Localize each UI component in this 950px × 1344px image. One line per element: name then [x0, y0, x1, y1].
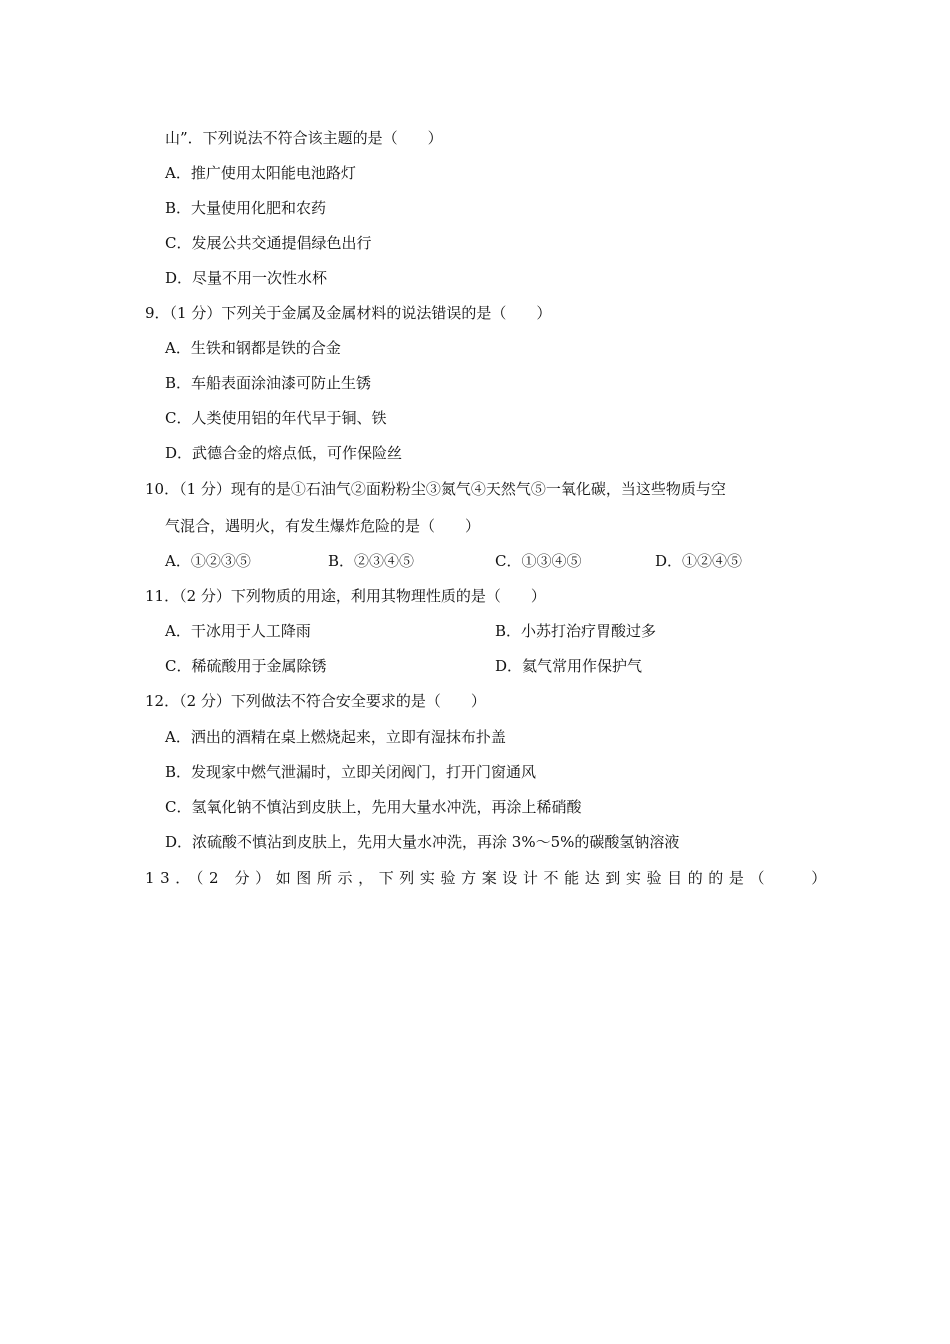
q12-option-d: D．浓硫酸不慎沾到皮肤上，先用大量水冲洗，再涂 3%～5%的碳酸氢钠溶液	[165, 833, 680, 851]
q10-option-b: B．②③④⑤	[328, 552, 415, 570]
q12-option-a: A．洒出的酒精在桌上燃烧起来，立即有湿抹布扑盖	[165, 728, 506, 746]
q12-option-b: B．发现家中燃气泄漏时，立即关闭阀门，打开门窗通风	[165, 763, 537, 781]
q9-option-a: A．生铁和钢都是铁的合金	[165, 339, 341, 357]
q8-stem-end: 山”．下列说法不符合该主题的是（ ）	[165, 129, 443, 147]
q8-option-c: C．发展公共交通提倡绿色出行	[165, 234, 372, 252]
q8-option-a: A．推广使用太阳能电池路灯	[165, 164, 356, 182]
q9-option-c: C．人类使用铝的年代早于铜、铁	[165, 409, 387, 427]
q10-stem-line1: 10．（1 分）现有的是①石油气②面粉粉尘③氮气④天然气⑤一氧化碳，当这些物质与空	[145, 480, 726, 498]
q11-option-c: C．稀硫酸用于金属除锈	[165, 657, 327, 675]
q10-option-d: D．①②④⑤	[655, 552, 743, 570]
q11-stem: 11．（2 分）下列物质的用途，利用其物理性质的是（ ）	[145, 587, 546, 605]
q10-option-a: A．①②③⑤	[165, 552, 251, 570]
q13-stem: 13．（2 分）如图所示，下列实验方案设计不能达到实验目的的是（ ）	[145, 869, 832, 887]
q9-stem: 9．（1 分）下列关于金属及金属材料的说法错误的是（ ）	[145, 304, 552, 322]
q11-option-b: B．小苏打治疗胃酸过多	[495, 622, 657, 640]
q9-option-b: B．车船表面涂油漆可防止生锈	[165, 374, 372, 392]
q10-option-c: C．①③④⑤	[495, 552, 582, 570]
q8-option-d: D．尽量不用一次性水杯	[165, 269, 328, 287]
q11-option-a: A．干冰用于人工降雨	[165, 622, 311, 640]
q9-option-d: D．武德合金的熔点低，可作保险丝	[165, 444, 403, 462]
q12-stem: 12．（2 分）下列做法不符合安全要求的是（ ）	[145, 692, 486, 710]
q12-option-c: C．氢氧化钠不慎沾到皮肤上，先用大量水冲洗，再涂上稀硝酸	[165, 798, 582, 816]
q11-option-d: D．氦气常用作保护气	[495, 657, 643, 675]
q8-option-b: B．大量使用化肥和农药	[165, 199, 327, 217]
q10-stem-line2: 气混合，遇明火，有发生爆炸危险的是（ ）	[165, 517, 481, 535]
